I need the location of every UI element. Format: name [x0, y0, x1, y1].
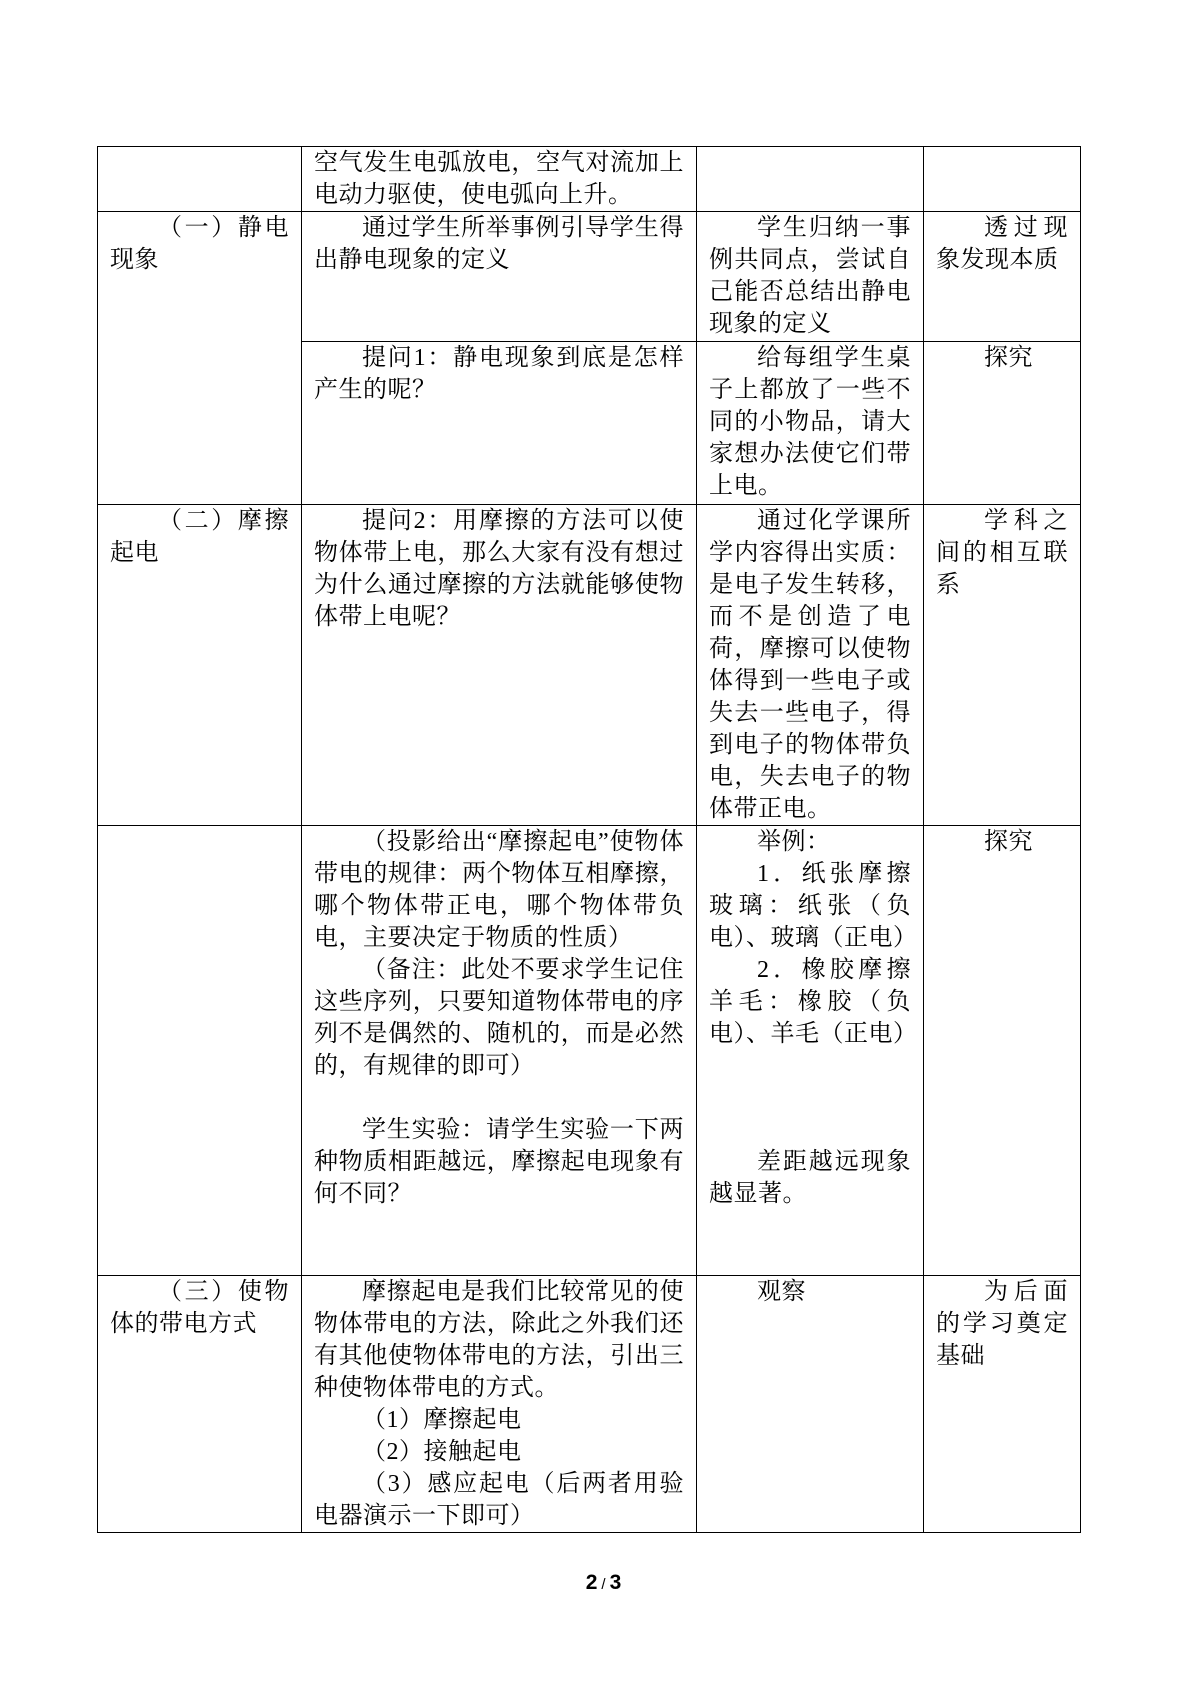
method-list-item: （3）感应起电（后两者用验电器演示一下即可） — [314, 1471, 684, 1529]
table-row — [98, 212, 1081, 342]
student-activity-example: 2．橡胶摩擦羊毛：橡胶（负电）、羊毛（正电） — [709, 957, 918, 1047]
stage-cell — [98, 1276, 302, 1533]
student-activity-conclusion: 差距越远现象越显著。 — [709, 1149, 911, 1207]
student-experiment-text: 学生实验：请学生实验一下两种物质相距越远，摩擦起电现象有何不同？ — [314, 1117, 684, 1207]
student-activity-cell — [697, 342, 924, 505]
student-activity-text: 通过化学课所学内容得出实质：是电子发生转移，而不是创造了电荷，摩擦可以使物体得到一些电子或失去一些电子，得到电子的物体带负电，失去电子的物体带正电。 — [709, 508, 911, 822]
teacher-activity-cell — [302, 826, 697, 1276]
stage-title: （三）使物体的带电方式 — [110, 1279, 289, 1337]
student-activity-text: 学生归纳一事例共同点，尝试自己能否总结出静电现象的定义 — [709, 215, 911, 337]
stage-title: （二）摩擦起电 — [110, 508, 289, 566]
design-intent-text: 探究 — [984, 829, 1033, 855]
student-activity-heading: 举例： — [757, 829, 831, 855]
teacher-activity-cell — [302, 505, 697, 826]
student-activity-text: 观察 — [757, 1279, 806, 1305]
design-intent-cell — [924, 147, 1081, 212]
student-activity-cell — [697, 147, 924, 212]
current-page-number: 2 — [585, 1571, 598, 1594]
student-activity-cell — [697, 212, 924, 342]
method-list-item: （1）摩擦起电 — [362, 1407, 522, 1433]
method-list-item: （2）接触起电 — [362, 1439, 522, 1465]
design-intent-text: 透过现象发现本质 — [936, 215, 1068, 273]
page-separator: / — [601, 1576, 606, 1593]
teacher-activity-cell — [302, 212, 697, 342]
teacher-activity-text: 摩擦起电是我们比较常见的使物体带电的方法，除此之外我们还有其他使物体带电的方法，引出三种使物体带电的方式。 — [314, 1279, 684, 1401]
design-intent-cell — [924, 505, 1081, 826]
design-intent-text: 为后面的学习奠定基础 — [936, 1279, 1068, 1369]
table-row — [98, 1276, 1081, 1533]
student-activity-cell — [697, 505, 924, 826]
teacher-activity-cell — [302, 1276, 697, 1533]
stage-cell — [98, 212, 302, 505]
student-activity-cell — [697, 1276, 924, 1533]
student-activity-text: 给每组学生桌子上都放了一些不同的小物品，请大家想办法使它们带上电。 — [709, 345, 911, 499]
stage-cell — [98, 826, 302, 1276]
student-activity-cell — [697, 826, 924, 1276]
total-pages-number: 3 — [609, 1571, 622, 1594]
teacher-activity-text: 提问2：用摩擦的方法可以使物体带上电，那么大家有没有想过为什么通过摩擦的方法就能够使物体带上电呢？ — [314, 508, 684, 630]
stage-cell — [98, 147, 302, 212]
teacher-activity-text: （投影给出“摩擦起电”使物体带电的规律：两个物体互相摩擦，哪个物体带正电，哪个物体带负电，主要决定于物质的性质） — [314, 829, 684, 951]
student-activity-example: 1．纸张摩擦玻璃：纸张（负电）、玻璃（正电） — [709, 861, 918, 951]
table-row — [98, 826, 1081, 1276]
design-intent-cell — [924, 212, 1081, 342]
table-row — [98, 147, 1081, 212]
teacher-activity-text: 空气发生电弧放电，空气对流加上电动力驱使，使电弧向上升。 — [314, 150, 684, 208]
design-intent-cell — [924, 826, 1081, 1276]
teacher-activity-cell — [302, 342, 697, 505]
design-intent-text: 学科之间的相互联系 — [936, 508, 1068, 598]
lesson-plan-table — [97, 146, 1081, 1533]
teacher-activity-text: 提问1：静电现象到底是怎样产生的呢？ — [314, 345, 684, 403]
stage-cell — [98, 505, 302, 826]
teacher-activity-cell — [302, 147, 697, 212]
stage-title: （一）静电现象 — [110, 215, 289, 273]
design-intent-text: 探究 — [984, 345, 1033, 371]
teacher-activity-note: （备注：此处不要求学生记住这些序列，只要知道物体带电的序列不是偶然的、随机的，而是必然的，有规律的即可） — [314, 957, 684, 1079]
teacher-activity-text: 通过学生所举事例引导学生得出静电现象的定义 — [314, 215, 684, 273]
table-row — [98, 505, 1081, 826]
design-intent-cell — [924, 342, 1081, 505]
page-number — [0, 1570, 1191, 1598]
design-intent-cell — [924, 1276, 1081, 1533]
